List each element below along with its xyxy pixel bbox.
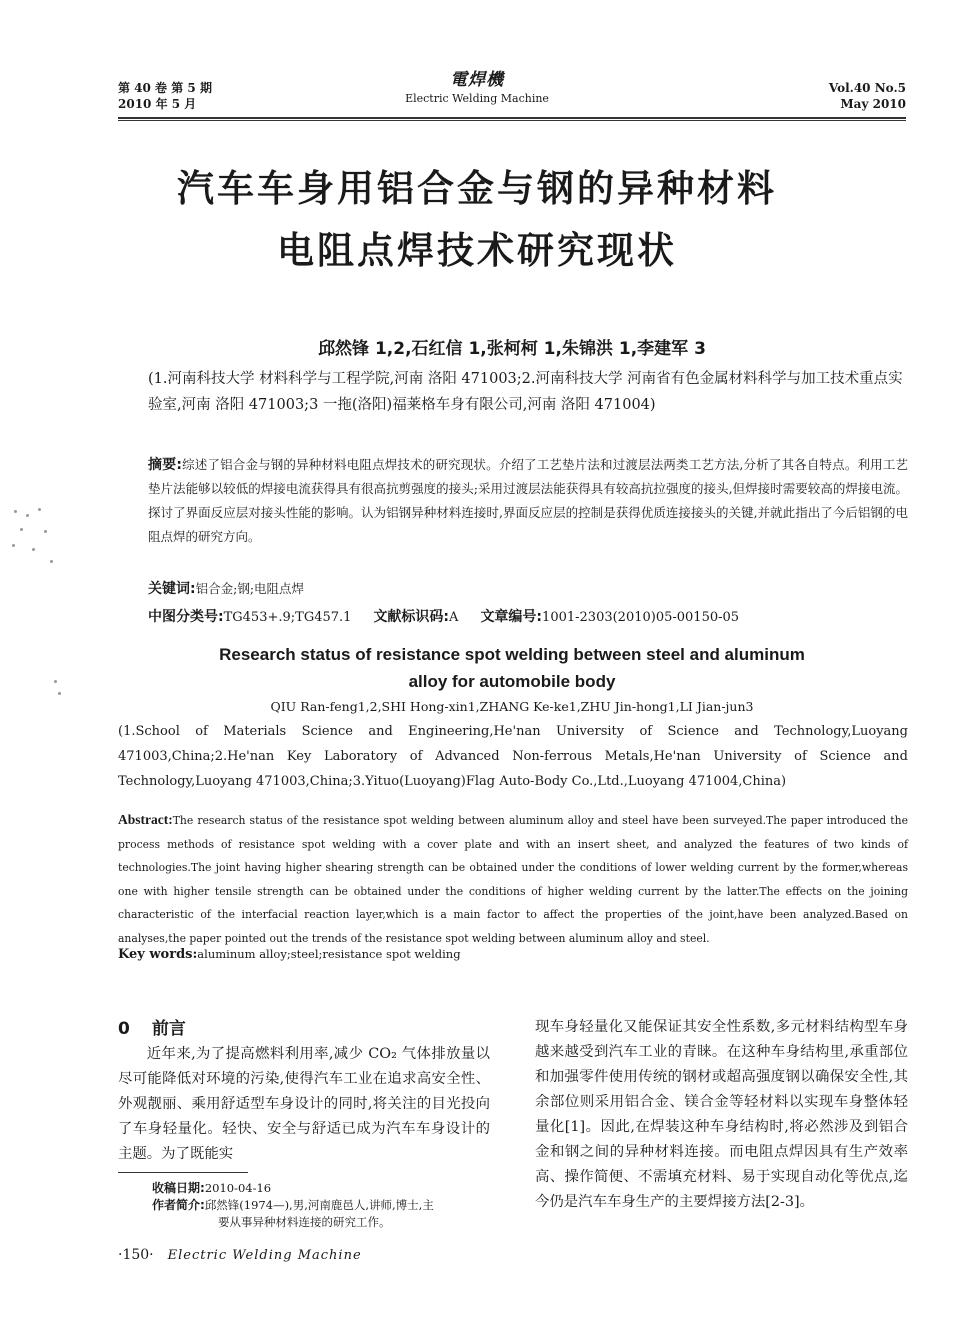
keywords-zh (148, 578, 908, 598)
doc-value: A (449, 610, 459, 625)
section-number: 0 (118, 1019, 130, 1039)
received-label: 收稿日期: (152, 1181, 205, 1195)
title-en-line-2: alloy for automobile body (408, 672, 616, 691)
header-rule (118, 117, 906, 119)
date-zh: 2010 年 5 月 (118, 97, 197, 111)
title-en-line-1: Research status of resistance spot welding between steel and aluminum (219, 645, 805, 664)
journal-masthead (377, 72, 577, 107)
document-code (373, 606, 458, 626)
paper-title-zh (60, 158, 894, 282)
author-bio-line-2: 要从事异种材料连接的研究工作。 (218, 1215, 391, 1229)
abstract-text-en: The research status of the resistance spot welding between aluminum alloy and steel have been surveyed.The paper introduced the process methods of resistance spot welding with a cover plate and with an insert sheet, and analyzed the features of two kinds of technologies.The joint having higher shearing strength can be obtained under the conditions of lower welding current by the former,whereas one with higher tensile strength can be obtained under the conditions of higher welding current by the latter.The effects on the joining characteristic of the interfacial reaction layer,which is a main factor to affect the properties of the joint,have been analyzed.Based on analyses,the paper pointed out the trends of the resistance spot welding between aluminum alloy and steel. (118, 814, 908, 945)
page-footer (118, 1247, 518, 1263)
body-column-left: 近年来,为了提高燃料利用率,减少 CO₂ 气体排放量以尽可能降低对环境的污染,使得汽车工业在追求高安全性、外观靓丽、乘用舒适型车身设计的同时,将关注的目光投向了车身轻量化。轻快、安全与舒适已成为汽车车身设计的主题。为了既能实 (118, 1046, 490, 1162)
clc-number (148, 606, 351, 626)
abstract-label-zh: 摘要: (148, 457, 182, 473)
article-value: 1001-2303(2010)05-00150-05 (542, 610, 740, 625)
keywords-label-zh: 关键词: (148, 581, 196, 597)
scan-margin-marks (4, 500, 64, 620)
volume-issue-en: Vol.40 No.5 (828, 81, 906, 95)
journal-logo: 電焊機 (450, 70, 504, 90)
clc-value: TG453+.9;TG457.1 (223, 610, 352, 625)
received-value: 2010-04-16 (204, 1181, 272, 1195)
author-bio-label: 作者简介: (152, 1198, 205, 1212)
author-bio (152, 1197, 492, 1214)
keywords-label-en: Key words: (118, 947, 198, 962)
keywords-text-zh: 铝合金;钢;电阻点焊 (195, 581, 305, 596)
article-label: 文章编号: (480, 609, 543, 625)
abstract-label-en: Abstract: (118, 812, 173, 827)
title-line-1: 汽车车身用铝合金与钢的异种材料 (177, 167, 777, 210)
affiliation-en: (1.School of Materials Science and Engineering,He'nan University of Science and Technology,Luoyang 471003,China;2.He'nan Key Laboratory of Advanced Non-ferrous Metals,He'nan University of Science and Technology,Luoyang 471003,China;3.Yituo(Luoyang)Flag Auto-Body Co.,Ltd.,Luoyang 471004,China) (118, 724, 908, 789)
author-bio-line-1: 邱然锋(1974—),男,河南鹿邑人,讲师,博士,主 (204, 1198, 434, 1212)
footnote (152, 1180, 492, 1231)
paper-title-en (118, 641, 906, 695)
section-heading (118, 1014, 186, 1039)
doc-label: 文献标识码: (373, 609, 450, 625)
keywords-en (118, 947, 908, 962)
section-title: 前言 (151, 1019, 186, 1039)
article-number (480, 606, 739, 626)
received-date (152, 1180, 492, 1197)
affiliation-zh: (1.河南科技大学 材料科学与工程学院,河南 洛阳 471003;2.河南科技大学 河南省有色金属材料科学与加工技术重点实验室,河南 洛阳 471003;3 一拖(洛阳)福莱格车身有限公司,河南 洛阳 471004) (148, 371, 903, 413)
journal-volume-en (780, 80, 906, 112)
abstract-zh (148, 453, 908, 549)
journal-name: Electric Welding Machine (405, 92, 549, 105)
title-line-2: 电阻点焊技术研究现状 (277, 229, 677, 272)
date-en: May 2010 (840, 97, 906, 111)
abstract-en (118, 808, 908, 950)
volume-issue-zh: 第 40 卷 第 5 期 (118, 81, 212, 95)
authors-en: QIU Ran-feng1,2,SHI Hong-xin1,ZHANG Ke-ke1,ZHU Jin-hong1,LI Jian-jun3 (270, 699, 754, 714)
footnote-rule (118, 1172, 248, 1173)
body-column-right: 现车身轻量化又能保证其安全性系数,多元材料结构型车身越来越受到汽车工业的青睐。在这种车身结构里,承重部位和加强零件使用传统的钢材或超高强度钢以确保安全性,其余部位则采用铝合金、镁合金等轻材料以实现车身整体轻量化[1]。因此,在焊装这种车身结构时,将必然涉及到铝合金和钢之间的异种材料连接。而电阻点焊因具有生产效率高、操作简便、不需填充材料、易于实现自动化等优点,迄今仍是汽车车身生产的主要焊接方法[2-3]。 (535, 1019, 908, 1210)
journal-volume-zh (118, 80, 278, 112)
authors-zh: 邱然锋 1,2,石红信 1,张柯柯 1,朱锦洪 1,李建军 3 (318, 339, 706, 359)
page-number: ·150· (118, 1247, 154, 1263)
footer-journal-name: Electric Welding Machine (167, 1248, 362, 1263)
keywords-text-en: aluminum alloy;steel;resistance spot welding (197, 947, 461, 961)
classification-line (148, 606, 908, 626)
clc-label: 中图分类号: (148, 609, 224, 625)
header-rule-thin (118, 120, 906, 121)
abstract-text-zh: 综述了铝合金与钢的异种材料电阻点焊技术的研究现状。介绍了工艺垫片法和过渡层法两类工艺方法,分析了其各自特点。利用工艺垫片法能够以较低的焊接电流获得具有很高抗剪强度的接头;采用过渡层法能获得具有较高抗拉强度的接头,但焊接时需要较高的焊接电流。探讨了界面反应层对接头性能的影响。认为铝钢异种材料连接时,界面反应层的控制是获得优质连接接头的关键,并就此指出了今后铝钢的电阻点焊的研究方向。 (148, 457, 909, 544)
